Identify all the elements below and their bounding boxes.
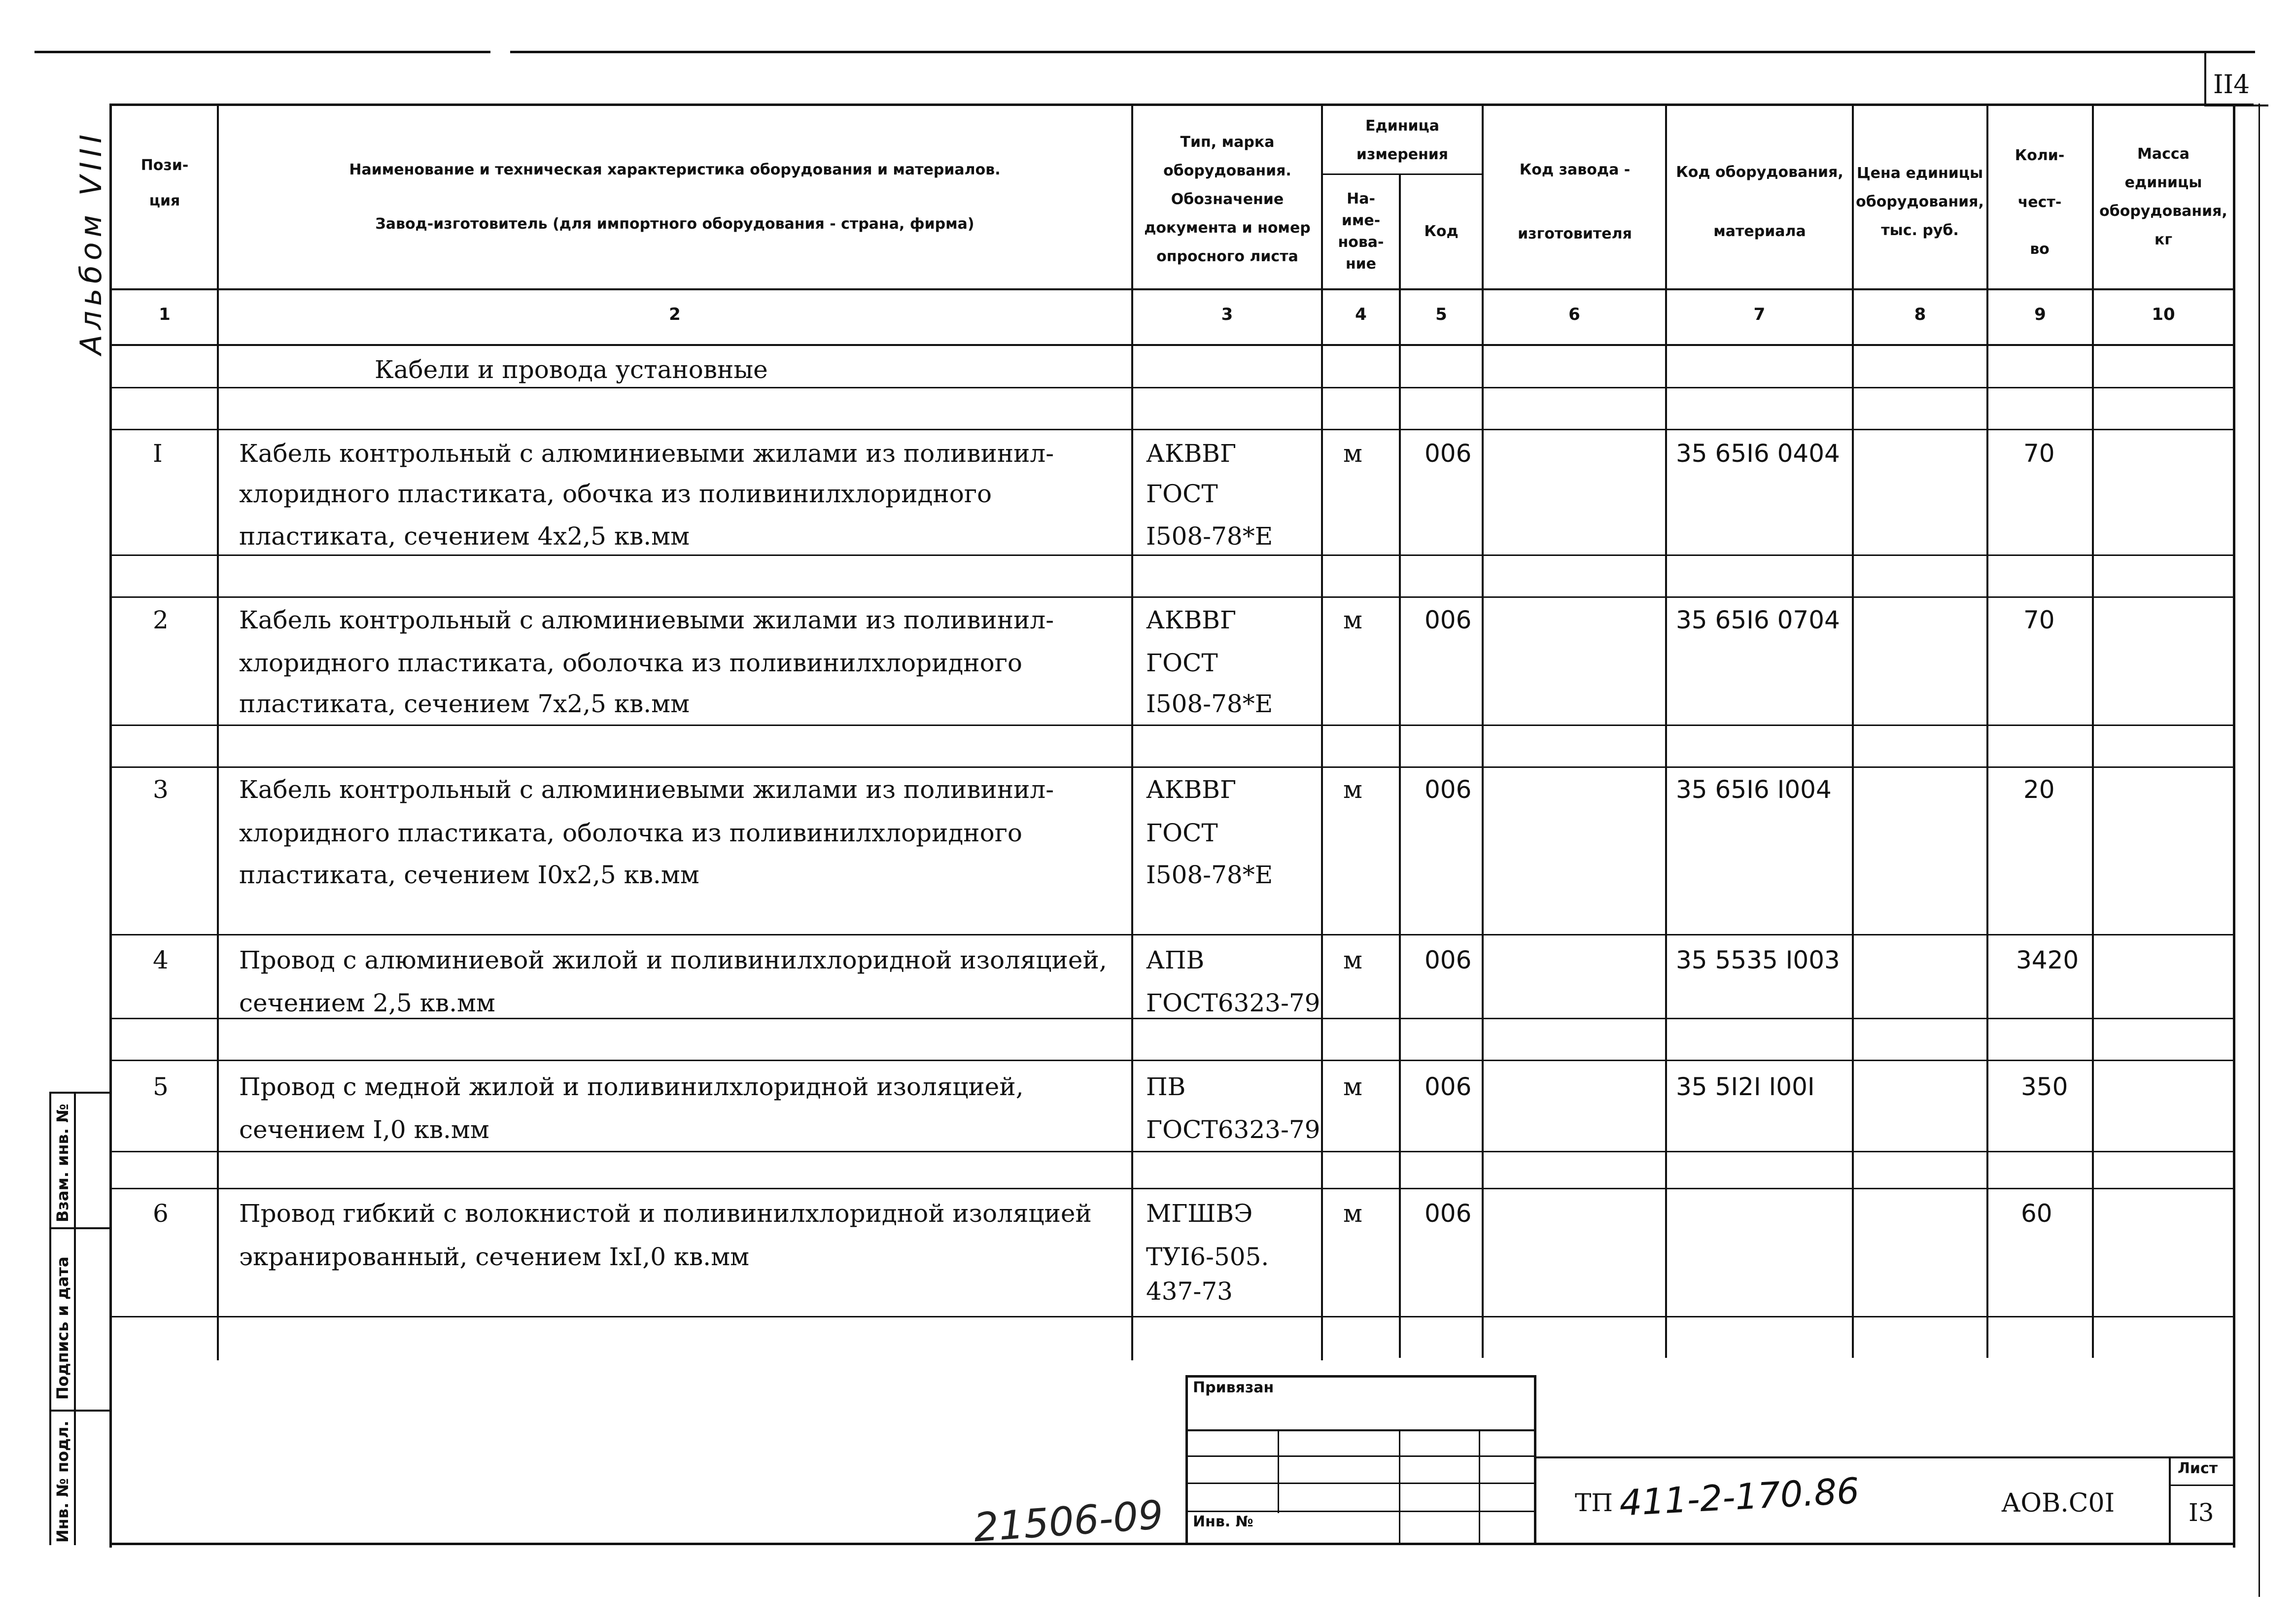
- item-position: 2: [153, 606, 169, 634]
- item-position: 3: [153, 775, 169, 804]
- row-rule: [111, 934, 2233, 935]
- item-equipment-code: 35 65I6 0404: [1676, 439, 1840, 468]
- header-equipment-code: Код оборудования, материала: [1676, 164, 1843, 240]
- sheet-number-top: II4: [2213, 70, 2250, 100]
- side-stamp-left: [49, 1092, 51, 1545]
- unit-group-divider: [1321, 173, 1483, 175]
- tb-col2: [1399, 1429, 1400, 1543]
- item-position: I: [153, 439, 163, 468]
- tb-list-div: [2169, 1485, 2234, 1486]
- item-quantity: 3420: [2016, 946, 2079, 974]
- colnum-1: 1: [159, 305, 171, 324]
- item-name-line: экранированный, сечением IхI,0 кв.мм: [239, 1243, 749, 1271]
- item-type-line: ГОСТ6323-79: [1146, 989, 1321, 1017]
- tb-list-left: [2169, 1456, 2171, 1545]
- item-unit: м: [1343, 1199, 1362, 1228]
- side-stamp-div1: [49, 1227, 111, 1229]
- item-position: 4: [153, 946, 169, 974]
- row-rule: [111, 1060, 2233, 1061]
- item-name-line: пластиката, сечением 4х2,5 кв.мм: [239, 522, 690, 551]
- item-unit-code: 006: [1425, 946, 1472, 974]
- item-type-line: ТУI6-505.: [1146, 1243, 1269, 1271]
- side-stamp-top: [49, 1092, 111, 1094]
- item-type-line: АКВВГ: [1146, 606, 1237, 634]
- colnum-5: 5: [1435, 305, 1447, 324]
- item-type-line: ГОСТ: [1146, 649, 1218, 677]
- item-unit: м: [1343, 946, 1362, 974]
- item-quantity: 20: [2023, 775, 2055, 804]
- colnum-bottom: [109, 344, 2233, 346]
- item-name-line: сечением I,0 кв.мм: [239, 1115, 489, 1144]
- tb-row1: [1185, 1429, 1535, 1431]
- tb-right-top: [1534, 1456, 2234, 1458]
- item-unit-code: 006: [1425, 1199, 1472, 1228]
- right-edge-line: [2259, 104, 2260, 1597]
- colnum-6: 6: [1568, 305, 1580, 324]
- item-unit: м: [1343, 606, 1362, 634]
- item-name-line: пластиката, сечением 7х2,5 кв.мм: [239, 690, 690, 718]
- row-rule: [111, 1316, 2233, 1317]
- doc-code: 411-2-170.86: [1618, 1470, 1860, 1524]
- row-rule: [111, 1151, 2233, 1152]
- frame-left: [109, 104, 112, 1548]
- tb-row4: [1185, 1511, 1535, 1512]
- item-name-line: сечением 2,5 кв.мм: [239, 989, 495, 1017]
- header-unit-code: Код: [1424, 223, 1459, 240]
- item-type-line: I508-78*Е: [1146, 861, 1273, 889]
- row-rule: [111, 725, 2233, 726]
- item-name-line: хлоридного пластиката, оболочка из поливинилхлоридного: [239, 819, 1022, 847]
- row-rule: [111, 766, 2233, 768]
- item-name-line: Кабель контрольный с алюминиевыми жилами из поливинил-: [239, 775, 1054, 804]
- row-rule: [111, 554, 2233, 556]
- list-number: I3: [2189, 1498, 2214, 1527]
- colnum-9: 9: [2034, 305, 2046, 324]
- item-type-line: I508-78*Е: [1146, 522, 1273, 551]
- item-unit-code: 006: [1425, 606, 1472, 634]
- item-unit: м: [1343, 439, 1362, 468]
- tb-box-top: [1185, 1375, 1535, 1378]
- item-unit-code: 006: [1425, 1072, 1472, 1101]
- sheet-box-left: [2204, 53, 2206, 105]
- header-quantity: Коли- чест- во: [2015, 146, 2065, 258]
- item-name-line: пластиката, сечением I0х2,5 кв.мм: [239, 861, 699, 889]
- item-unit-code: 006: [1425, 775, 1472, 804]
- tb-box-left: [1185, 1375, 1188, 1545]
- side-label-vzam: Взам. инв. №: [53, 1104, 72, 1222]
- header-name-line1: Наименование и техническая характеристика оборудования и материалов.: [349, 161, 1001, 178]
- item-quantity: 70: [2023, 606, 2055, 634]
- doc-code-prefix: ТП: [1575, 1488, 1613, 1517]
- inv-no-label: Инв. №: [1193, 1513, 1253, 1530]
- col-div-3: [1321, 104, 1323, 1360]
- colnum-10: 10: [2152, 305, 2175, 324]
- item-unit-code: 006: [1425, 439, 1472, 468]
- item-unit: м: [1343, 775, 1362, 804]
- item-position: 5: [153, 1072, 169, 1101]
- handwritten-number: 21506-09: [972, 1491, 1165, 1551]
- header-factory-code: Код завода - изготовителя: [1518, 161, 1632, 242]
- frame-bottom: [109, 1543, 2235, 1545]
- col-div-1: [217, 104, 219, 1360]
- side-label-podpis: Подпись и дата: [53, 1256, 72, 1400]
- item-name-line: Провод с алюминиевой жилой и поливинилхлоридной изоляцией,: [239, 946, 1107, 974]
- top-rule-left: [35, 51, 490, 53]
- item-position: 6: [153, 1199, 169, 1228]
- side-stamp-div2: [49, 1410, 111, 1412]
- col-div-2: [1131, 104, 1133, 1360]
- colnum-2: 2: [669, 305, 681, 324]
- item-type-line: ПВ: [1146, 1072, 1186, 1101]
- side-stamp-mid: [74, 1092, 76, 1545]
- list-label: Лист: [2178, 1460, 2218, 1477]
- frame-top: [109, 104, 2254, 106]
- item-name-line: Кабель контрольный с алюминиевыми жилами из поливинил-: [239, 439, 1054, 468]
- header-name: [219, 143, 1131, 251]
- col-div-5: [1482, 104, 1484, 1358]
- frame-right: [2233, 104, 2235, 1548]
- item-name-line: Кабель контрольный с алюминиевыми жилами из поливинил-: [239, 606, 1054, 634]
- item-equipment-code: 35 5535 I003: [1676, 946, 1840, 974]
- colnum-4: 4: [1355, 305, 1367, 324]
- col-div-8: [1986, 104, 1988, 1358]
- item-name-line: хлоридного пластиката, оболочка из поливинилхлоридного: [239, 649, 1022, 677]
- colnum-3: 3: [1221, 305, 1233, 324]
- item-name-line: Провод гибкий с волокнистой и поливинилхлоридной изоляцией: [239, 1199, 1092, 1228]
- item-quantity: 350: [2021, 1072, 2068, 1101]
- header-mass: Масса единицы оборудования, кг: [2099, 145, 2227, 248]
- col-div-6: [1665, 104, 1667, 1358]
- item-type-line: АКВВГ: [1146, 775, 1237, 804]
- item-equipment-code: 35 65I6 I004: [1676, 775, 1832, 804]
- item-type-line: ГОСТ: [1146, 480, 1218, 508]
- item-type-line: ГОСТ6323-79: [1146, 1115, 1321, 1144]
- item-name-line: Провод с медной жилой и поливинилхлоридной изоляцией,: [239, 1072, 1024, 1101]
- item-name-line: хлоридного пластиката, обочка из поливинилхлоридного: [239, 480, 992, 508]
- item-type-line: 437-73: [1146, 1277, 1233, 1306]
- item-equipment-code: 35 5I2I I00I: [1676, 1072, 1815, 1101]
- row-rule: [111, 1018, 2233, 1019]
- item-unit: м: [1343, 1072, 1362, 1101]
- section-title: Кабели и провода установные: [375, 355, 768, 384]
- row-rule: [111, 429, 2233, 430]
- item-quantity: 70: [2023, 439, 2055, 468]
- header-type: Тип, марка оборудования. Обозначение документа и номер опросного листа: [1144, 134, 1311, 265]
- header-position: Пози- ция: [140, 157, 189, 209]
- item-equipment-code: 35 65I6 0704: [1676, 606, 1840, 634]
- item-type-line: МГШВЭ: [1146, 1199, 1253, 1228]
- side-label-inv: Инв. № подл.: [53, 1420, 72, 1543]
- colnum-8: 8: [1914, 305, 1926, 324]
- col-div-9: [2092, 104, 2094, 1358]
- tb-box-right: [1534, 1375, 1536, 1545]
- tb-col3: [1479, 1429, 1480, 1543]
- item-type-line: АКВВГ: [1146, 439, 1237, 468]
- sheet-code: АОВ.С0I: [2001, 1488, 2115, 1518]
- tb-row2: [1185, 1455, 1535, 1457]
- album-label: Альбом VIII: [74, 130, 108, 355]
- header-unit-name: На- име- нова- ние: [1338, 190, 1384, 273]
- col-div-7: [1852, 104, 1854, 1358]
- privyazan-label: Привязан: [1193, 1379, 1274, 1396]
- item-quantity: 60: [2021, 1199, 2052, 1228]
- header-unit-group: Единица измерения: [1356, 117, 1449, 163]
- item-type-line: АПВ: [1146, 946, 1205, 974]
- tb-col1: [1278, 1429, 1279, 1513]
- item-type-line: ГОСТ: [1146, 819, 1218, 847]
- header-price: Цена единицы оборудования, тыс. руб.: [1856, 165, 1984, 239]
- row-rule: [111, 596, 2233, 598]
- row-rule: [111, 1188, 2233, 1189]
- colnum-7: 7: [1753, 305, 1766, 324]
- row-rule: [111, 387, 2233, 388]
- top-rule-right: [510, 51, 2255, 53]
- header-bottom: [109, 288, 2233, 290]
- header-name-line2: Завод-изготовитель (для импортного оборудования - страна, фирма): [375, 215, 974, 233]
- item-type-line: I508-78*Е: [1146, 690, 1273, 718]
- tb-row3: [1185, 1483, 1535, 1484]
